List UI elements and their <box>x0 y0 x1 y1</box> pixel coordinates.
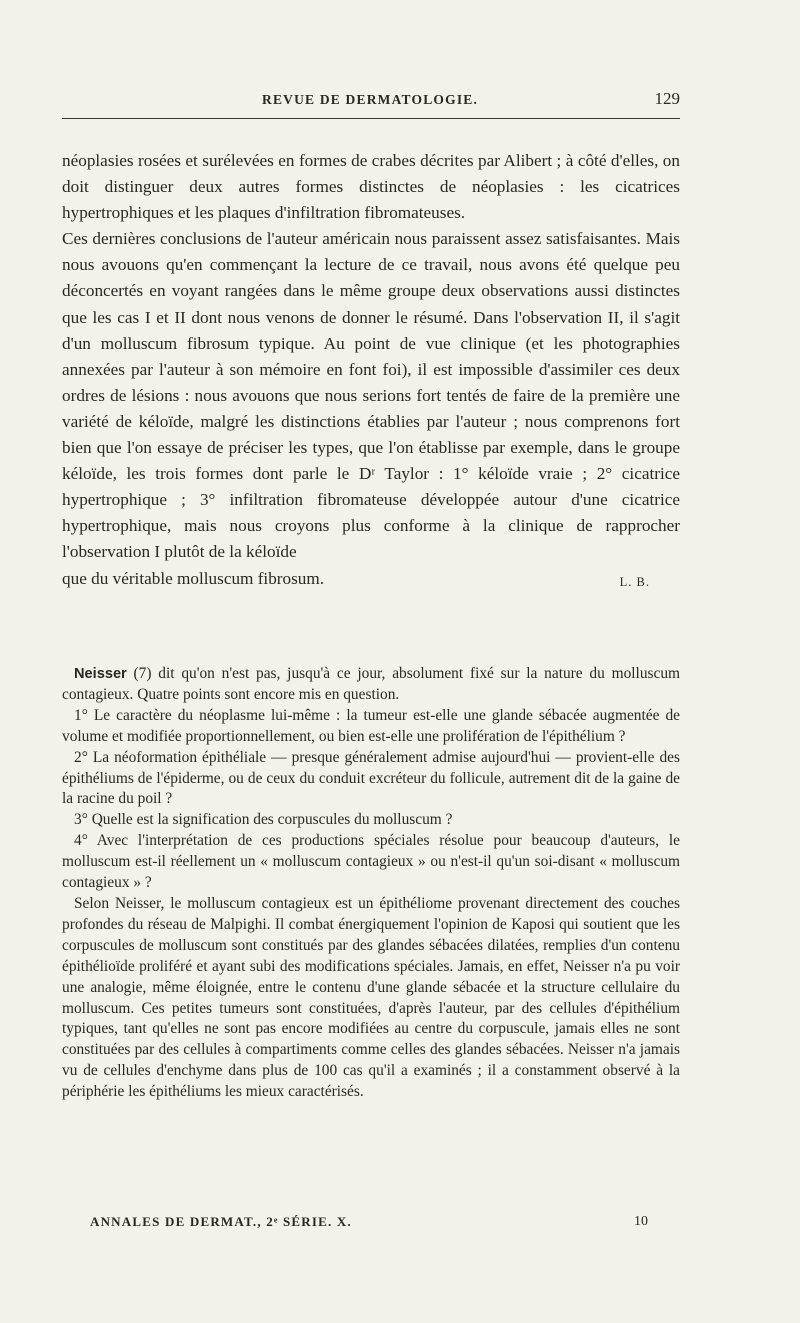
signature: L. B. <box>619 574 650 589</box>
paragraph: 1° Le caractère du néoplasme lui-même : la tumeur est-elle une glande sébacée augmentée de volume et modifiée proportionnellement, ou bien est-elle une prolifération de l'épithélium ? <box>62 706 680 745</box>
running-title: REVUE DE DERMATOLOGIE. <box>262 92 479 107</box>
paragraph: 4° Avec l'interprétation de ces productions spéciales résolue pour beaucoup d'auteurs, le molluscum est-il réellement un « molluscum contagieux » ou n'est-il qu'un soi-disant « molluscum contagieux » ? <box>62 832 680 892</box>
closing-line <box>62 566 680 595</box>
author-name: Neisser <box>74 666 127 682</box>
paragraph: Selon Neisser, le molluscum contagieux est un épithéliome provenant directement des couches profondes du réseau de Malpighi. Il combat énergiquement l'opinion de Kaposi qui soutient que les corpuscules de molluscum sont constitués par des glandes sébacées dilatées, remplies d'un contenu épithélioïde proliféré et ayant subi des modifications spéciales. Jamais, en effet, Neisser n'a pu voir une analogie, même éloignée, entre le contenu d'une glande sébacée et la structure cellulaire du molluscum. Ces petites tumeurs sont constituées, d'après l'auteur, par des cellules d'épithélium typiques, tant qu'elles ne sont pas encore modifiées au centre du corpuscule, jamais elles ne sont constituées par des cellules à compartiments comme celles des glandes sébacées. Neisser n'a jamais vu de cellules d'enchyme dans plus de 100 cas qu'il a examinés ; il a constamment observé à la périphérie les épithéliums les mieux caractérisés. <box>62 894 680 1101</box>
page-number: 129 <box>654 89 680 108</box>
footer-signature-mark: 10 <box>634 1214 648 1229</box>
paragraph: 2° La néoformation épithéliale — presque généralement admise aujourd'hui — provient-elle des épithéliums de l'épiderme, ou de ceux du conduit excréteur du follicule, autrement dit de la gaine de la racine du poil ? <box>62 748 680 808</box>
page-header <box>62 88 680 119</box>
abstract-section <box>62 664 680 1103</box>
paragraph: Ces dernières conclusions de l'auteur américain nous paraissent assez satisfaisantes. Mais nous avouons qu'en commençant la lecture de ce travail, nous avons été quelque peu déconcertés en voyant rangées dans le même groupe deux observations aussi distinctes que les cas I et II dont nous venons de donner le résumé. Dans l'observation II, il s'agit d'un molluscum fibrosum typique. Au point de vue clinique (et les photographies annexées par l'auteur à son mémoire en font foi), il est impossible d'assimiler ces deux ordres de lésions : nous avouons que nous serions fort tentés de faire de la première une variété de kéloïde, malgré les distinctions établies par l'auteur ; nous comprenons fort bien que l'on essaye de préciser les types, que l'on établisse par exemple, dans le groupe kéloïde, les trois formes dont parle le Dʳ Taylor : 1° kéloïde vraie ; 2° cicatrice hypertrophique ; 3° infiltration fibromateuse développée autour d'une cicatrice hypertrophique, mais nous croyons plus conforme à la clinique de rapprocher l'observation I plutôt de la kéloïde <box>62 229 680 562</box>
paragraph: néoplasies rosées et surélevées en formes de crabes décrites par Alibert ; à côté d'elles, on doit distinguer deux autres formes distinctes de néoplasies : les cicatrices hypertrophiques et les plaques d'infiltration fibromateuses. <box>62 151 680 223</box>
footer-journal: ANNALES DE DERMAT., 2ᵉ SÉRIE. X. <box>90 1214 352 1229</box>
paragraph-text: (7) dit qu'on n'est pas, jusqu'à ce jour, absolument fixé sur la nature du molluscum contagieux. Quatre points sont encore mis en question. <box>62 665 680 703</box>
paragraph-last-line: que du véritable molluscum fibrosum. <box>62 568 325 588</box>
paragraph <box>62 664 680 706</box>
paragraph: 3° Quelle est la signification des corpuscules du molluscum ? <box>74 811 453 829</box>
page-footer <box>90 1214 648 1230</box>
main-text <box>62 148 680 595</box>
